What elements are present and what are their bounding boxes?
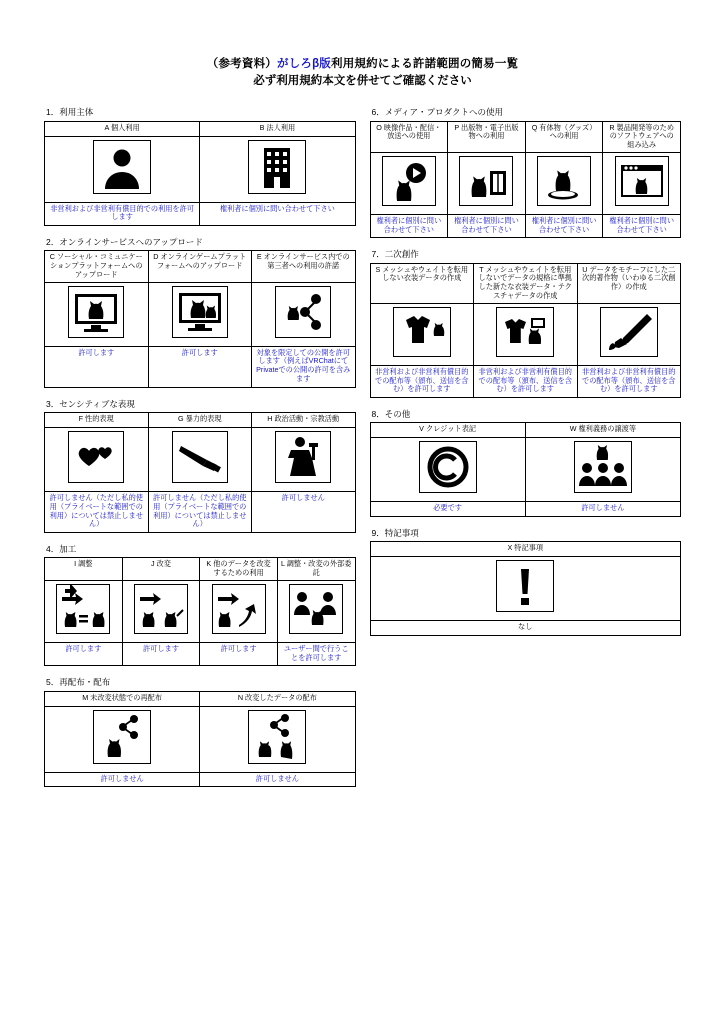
video-play-icon xyxy=(382,156,436,206)
title-line-2: 必ず利用規約本文を併せてご確認ください xyxy=(253,74,472,87)
transform-icon xyxy=(212,584,266,634)
cell-img-b xyxy=(200,137,354,202)
cell-head-s: S メッシュやウェイトを転用しない衣装データの作成 xyxy=(375,264,469,283)
cell-note-m: 許可しません xyxy=(100,773,144,783)
cell-head-j: J 改変 xyxy=(150,559,171,569)
cell-head-l: L 調整・改変の外部委託 xyxy=(280,559,352,578)
table-row-icon xyxy=(45,282,356,346)
section-3 xyxy=(44,399,356,533)
share-icon xyxy=(275,286,331,338)
section-2 xyxy=(44,237,356,388)
cell-note-x: なし xyxy=(518,622,533,632)
redistribute-cat-icon xyxy=(93,710,151,764)
cell-img-g xyxy=(149,428,252,491)
table-row-head xyxy=(45,558,356,581)
cell-note-p: 権利者に個別に問い合わせて下さい xyxy=(454,215,519,234)
cell-head-b: B 法人利用 xyxy=(259,122,296,132)
cell-note-o: 権利者に個別に問い合わせて下さい xyxy=(376,215,442,234)
table-row-icon xyxy=(45,427,356,491)
cell-note-h: 許可しません xyxy=(281,492,325,502)
cell-head-d: D オンラインゲームプラットフォームへのアップロード xyxy=(153,252,247,271)
software-window-icon xyxy=(615,156,669,206)
section-title: 9．特記事項 xyxy=(371,528,419,539)
modify-cat-icon xyxy=(134,584,188,634)
section-5 xyxy=(44,677,356,787)
title-prefix: （参考資料） xyxy=(206,58,277,70)
person-icon xyxy=(93,140,151,194)
table-row-head xyxy=(370,121,681,152)
cell-head-v: V クレジット表記 xyxy=(419,424,477,434)
cell-head-n: N 改変したデータの配布 xyxy=(237,692,317,702)
table-row-note xyxy=(370,502,681,517)
cell-head-r: R 製品開発等のためのソフトウェアへの組み込み xyxy=(609,122,675,150)
cell-head-q: Q 有体物（グッズ）への利用 xyxy=(531,122,597,141)
section-7-table xyxy=(370,263,682,398)
title-beta: がしろβ版 xyxy=(276,58,332,70)
section-5-table xyxy=(44,691,356,788)
cell-img-j xyxy=(123,581,200,642)
table-row-head xyxy=(370,423,681,438)
cell-note-d: 許可します xyxy=(181,347,218,357)
cell-note-i: 許可します xyxy=(65,643,102,653)
right-column xyxy=(370,107,682,647)
cell-note-k: 許可します xyxy=(220,643,257,653)
cell-note-u: 非営利および非営利有償目的での配布等（頒布、送信を含む）を許可します xyxy=(582,366,676,394)
cell-head-p: P 出版物・電子出版物への利用 xyxy=(454,122,519,141)
cell-head-k: K 他のデータを改変するための利用 xyxy=(206,559,271,578)
cell-img-u xyxy=(578,304,681,365)
cell-note-r: 権利者に個別に問い合わせて下さい xyxy=(609,215,675,234)
cell-img-r xyxy=(603,153,680,214)
section-title: 4．加工 xyxy=(46,544,77,555)
section-title: 5．再配布・配布 xyxy=(46,677,111,688)
content-columns xyxy=(44,107,681,798)
section-8 xyxy=(370,409,682,517)
monitor-cat-game-icon xyxy=(172,286,228,338)
table-row-note xyxy=(370,621,681,636)
left-column xyxy=(44,107,356,798)
cell-img-x xyxy=(371,557,681,620)
cell-img-a xyxy=(45,137,199,202)
knife-icon xyxy=(172,431,228,483)
table-row-note xyxy=(45,642,356,666)
section-1-table xyxy=(44,121,356,227)
clothing-data-icon xyxy=(393,307,451,357)
section-9 xyxy=(370,528,682,636)
cell-img-l xyxy=(278,581,355,642)
table-row-note xyxy=(45,491,356,532)
cell-head-o: O 映像作品・配信・放送への使用 xyxy=(376,122,442,141)
cell-head-m: M 未改変状態での再配布 xyxy=(82,692,163,702)
section-9-table xyxy=(370,541,682,636)
table-row-head xyxy=(45,251,356,282)
cell-img-p xyxy=(448,153,525,214)
cell-head-i: I 調整 xyxy=(74,559,93,569)
podium-icon xyxy=(275,431,331,483)
redistribute-modified-icon xyxy=(248,710,306,764)
section-6-table xyxy=(370,121,682,239)
cell-head-t: T メッシュやウェイトを転用しないでデータの規格に準拠した新たな衣装データ・テクスチャデータの作成 xyxy=(478,264,572,300)
section-title: 7．二次創作 xyxy=(371,249,419,260)
section-6 xyxy=(370,107,682,238)
brush-icon xyxy=(600,307,658,357)
section-4 xyxy=(44,544,356,666)
cell-note-l: ユーザー間で行うことを許可します xyxy=(283,643,349,662)
section-4-table xyxy=(44,557,356,666)
copyright-icon xyxy=(419,441,477,493)
cell-img-m xyxy=(45,707,199,772)
cell-img-h xyxy=(252,428,355,491)
cell-img-t xyxy=(474,304,577,365)
table-row-icon xyxy=(370,303,681,365)
title-line-1 xyxy=(44,56,681,73)
table-row-note xyxy=(45,772,356,787)
cell-img-v xyxy=(371,438,525,501)
section-title: 2．オンラインサービスへのアップロード xyxy=(46,237,203,248)
exclamation-icon xyxy=(496,560,554,612)
section-title: 8．その他 xyxy=(371,409,411,420)
table-row-icon xyxy=(45,580,356,642)
cell-img-s xyxy=(371,304,474,365)
cell-note-a: 非営利および非営利有償目的での利用を許可します xyxy=(50,203,194,222)
document-title-block xyxy=(44,56,681,89)
cell-note-b: 権利者に個別に問い合わせて下さい xyxy=(219,203,335,213)
table-row-note xyxy=(45,202,356,226)
section-2-table xyxy=(44,250,356,387)
cell-head-x: X 特記事項 xyxy=(507,543,544,553)
cell-note-f: 許可しません（ただし私的使用（プライベートな範囲での利用）については禁止しません） xyxy=(49,492,143,529)
cell-img-k xyxy=(200,581,277,642)
cell-img-c xyxy=(45,283,148,346)
cell-img-i xyxy=(45,581,122,642)
table-row-head xyxy=(370,542,681,557)
monitor-cat-icon xyxy=(68,286,124,338)
cell-img-f xyxy=(45,428,148,491)
goods-figure-icon xyxy=(537,156,591,206)
cell-head-w: W 権利義務の譲渡等 xyxy=(569,424,637,434)
section-title: 3．センシティブな表現 xyxy=(46,398,135,409)
cell-note-e: 対象を限定しての公開を許可します（例えばVRChatにてPrivateでの公開の許可を含みます xyxy=(256,347,351,383)
table-row-note xyxy=(370,365,681,397)
building-icon xyxy=(248,140,306,194)
cell-img-q xyxy=(526,153,603,214)
transfer-people-icon xyxy=(574,441,632,493)
cell-head-h: H 政治活動・宗教活動 xyxy=(267,413,340,423)
cell-head-a: A 個人利用 xyxy=(104,122,140,132)
texture-data-icon xyxy=(496,307,554,357)
cell-head-f: F 性的表現 xyxy=(78,413,114,423)
cell-img-o xyxy=(371,153,448,214)
cell-note-t: 非営利および非営利有償目的での配布等（頒布、送信を含む）を許可します xyxy=(478,366,572,394)
table-row-note xyxy=(370,214,681,238)
table-row-icon xyxy=(370,557,681,621)
section-7 xyxy=(370,249,682,398)
section-title: 6．メディア・プロダクトへの使用 xyxy=(371,107,504,118)
cell-img-e xyxy=(252,283,355,346)
table-row-head xyxy=(45,412,356,427)
table-row-icon xyxy=(370,438,681,502)
table-row-note xyxy=(45,346,356,387)
table-row-head xyxy=(45,691,356,706)
adjust-cat-icon xyxy=(56,584,110,634)
cell-head-e: E オンラインサービス内での第三者への利用の許諾 xyxy=(256,252,350,271)
cell-head-c: C ソーシャル・コミュニケーションプラットフォームへのアップロード xyxy=(49,252,143,279)
table-row-head xyxy=(45,121,356,136)
section-title: 1．利用主体 xyxy=(46,107,94,118)
cell-note-v: 必要です xyxy=(433,503,462,513)
table-row-head xyxy=(370,263,681,303)
cell-img-w xyxy=(526,438,680,501)
cell-note-g: 許可しません（ただし私的使用（プライベートな範囲での利用）については禁止しません） xyxy=(153,492,247,529)
cell-note-w: 許可しません xyxy=(581,503,625,513)
cell-head-g: G 暴力的表現 xyxy=(177,413,222,423)
cell-img-n xyxy=(200,707,354,772)
title-suffix: 利用規約による許諾範囲の簡易一覧 xyxy=(331,58,519,70)
section-8-table xyxy=(370,422,682,517)
cell-note-s: 非営利および非営利有償目的での配布等（頒布、送信を含む）を許可します xyxy=(375,366,469,394)
table-row-icon xyxy=(45,706,356,772)
cell-head-u: U データをモチーフにした二次的著作物（いわゆる二次創作）の作成 xyxy=(582,264,676,292)
cell-note-n: 許可しません xyxy=(255,773,299,783)
outsource-icon xyxy=(289,584,343,634)
section-3-table xyxy=(44,412,356,533)
cell-note-c: 許可します xyxy=(78,347,115,357)
section-1 xyxy=(44,107,356,226)
cell-note-q: 権利者に個別に問い合わせて下さい xyxy=(531,215,597,234)
table-row-icon xyxy=(370,152,681,214)
hearts-icon xyxy=(68,431,124,483)
table-row-icon xyxy=(45,136,356,202)
cell-img-d xyxy=(149,283,252,346)
cell-note-j: 許可します xyxy=(142,643,179,653)
book-cat-icon xyxy=(459,156,513,206)
